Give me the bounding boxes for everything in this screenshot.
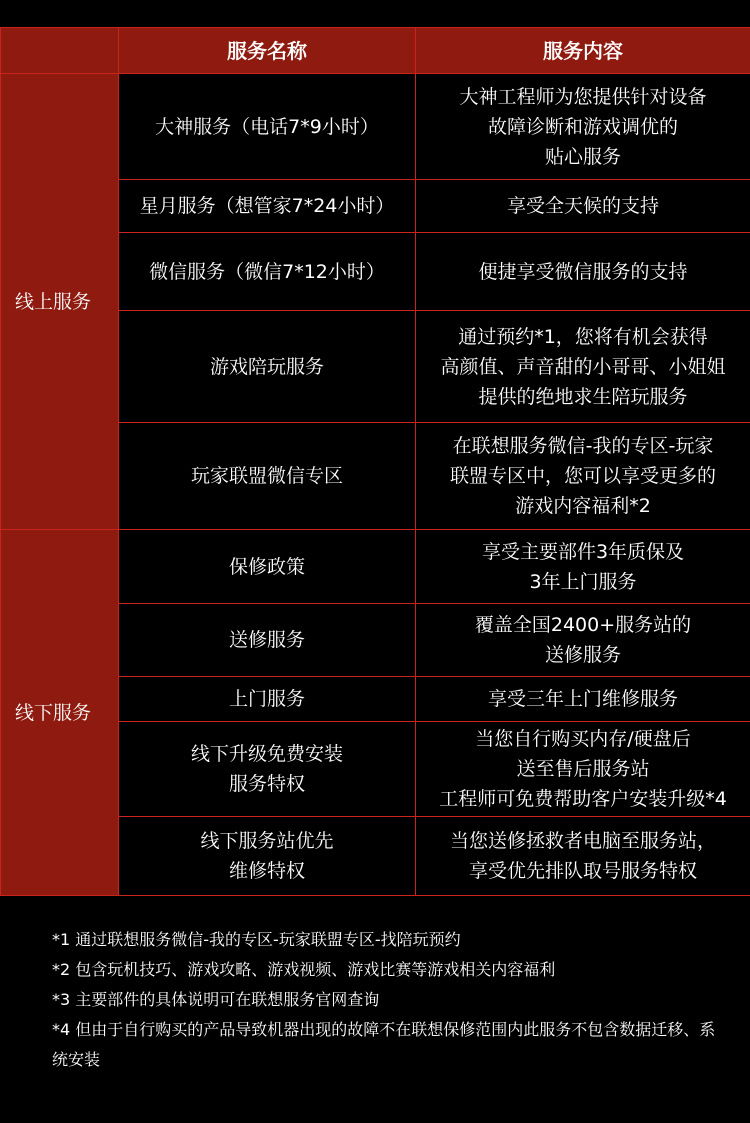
service-name-line: 线下服务站优先 <box>200 830 334 852</box>
service-content-line: 高颜值、声音甜的小哥哥、小姐姐 <box>440 355 726 378</box>
service-content-line: 提供的绝地求生陪玩服务 <box>478 385 688 408</box>
service-name-line: 游戏陪玩服务 <box>209 355 324 378</box>
service-content-line: 当您自行购买内存/硬盘后 <box>475 728 691 750</box>
service-name-line: 线下升级免费安装 <box>190 743 343 765</box>
service-content-line: 游戏内容福利*2 <box>515 495 651 517</box>
service-content-line: 覆盖全国2400+服务站的 <box>474 614 692 636</box>
service-name-cell <box>119 311 416 423</box>
service-table <box>0 27 750 896</box>
service-name-line: 保修政策 <box>228 555 305 578</box>
service-content-cell <box>416 311 750 423</box>
service-content-cell <box>416 423 750 530</box>
service-name-line: 上门服务 <box>228 688 305 710</box>
service-name-cell <box>119 423 416 530</box>
service-content-cell <box>416 233 750 311</box>
service-name-cell <box>119 817 416 896</box>
table-body <box>1 74 750 896</box>
service-name-line: 玩家联盟微信专区 <box>190 465 343 487</box>
service-content-line: 送修服务 <box>544 644 621 666</box>
service-content-line: 享受三年上门维修服务 <box>487 688 678 710</box>
service-content-cell <box>416 604 750 677</box>
service-name-line: 送修服务 <box>228 629 305 651</box>
service-name-cell <box>119 180 416 233</box>
service-content-line: 送至售后服务站 <box>516 758 650 780</box>
service-content-line: 享受优先排队取号服务特权 <box>468 860 697 882</box>
top-strip <box>0 0 750 27</box>
header-corner <box>1 28 119 74</box>
service-content-line: 贴心服务 <box>544 145 621 168</box>
table-row <box>1 530 750 604</box>
service-name-line: 星月服务（想管家7*24小时） <box>139 195 395 217</box>
category-cell: 线上服务 <box>1 74 119 530</box>
header-service-name: 服务名称 <box>119 28 416 74</box>
service-content-line: 便捷享受微信服务的支持 <box>478 260 688 283</box>
service-name-line: 微信服务（微信7*12小时） <box>149 260 385 283</box>
service-content-cell <box>416 722 750 817</box>
footnotes <box>52 925 722 1075</box>
service-content-cell <box>416 180 750 233</box>
service-name-cell <box>119 74 416 180</box>
service-name-line: 维修特权 <box>228 860 305 882</box>
service-name-line: 服务特权 <box>228 773 305 795</box>
footnote: *3 主要部件的具体说明可在联想服务官网查询 <box>52 990 380 1009</box>
service-table-container <box>0 27 750 896</box>
service-name-cell <box>119 677 416 722</box>
service-name-cell <box>119 604 416 677</box>
header-service-content: 服务内容 <box>416 28 750 74</box>
service-content-line: 当您送修拯救者电脑至服务站， <box>449 830 716 852</box>
service-name-cell <box>119 722 416 817</box>
service-content-line: 工程师可免费帮助客户安装升级*4 <box>439 788 727 810</box>
service-content-line: 享受全天候的支持 <box>506 195 659 217</box>
footnote: *1 通过联想服务微信-我的专区-玩家联盟专区-找陪玩预约 <box>52 930 461 949</box>
service-content-line: 联盟专区中，您可以享受更多的 <box>449 465 716 487</box>
service-content-line: 故障诊断和游戏调优的 <box>487 115 678 138</box>
category-cell: 线下服务 <box>1 530 119 896</box>
service-name-cell <box>119 233 416 311</box>
service-content-line: 大神工程师为您提供针对设备 <box>459 85 707 108</box>
service-content-cell <box>416 74 750 180</box>
footnote: *2 包含玩机技巧、游戏攻略、游戏视频、游戏比赛等游戏相关内容福利 <box>52 960 556 979</box>
service-content-cell <box>416 530 750 604</box>
service-name-cell <box>119 530 416 604</box>
service-content-line: 3年上门服务 <box>529 570 637 593</box>
service-content-line: 通过预约*1，您将有机会获得 <box>458 325 708 348</box>
footnote: *4 但由于自行购买的产品导致机器出现的故障不在联想保修范围内此服务不包含数据迁移、系统安装 <box>52 1020 716 1069</box>
service-content-cell <box>416 817 750 896</box>
service-content-line: 在联想服务微信-我的专区-玩家 <box>452 435 714 457</box>
service-name-line: 大神服务（电话7*9小时） <box>155 115 379 138</box>
table-row <box>1 74 750 180</box>
table-header-row <box>1 28 750 74</box>
service-content-cell <box>416 677 750 722</box>
service-content-line: 享受主要部件3年质保及 <box>481 540 685 563</box>
